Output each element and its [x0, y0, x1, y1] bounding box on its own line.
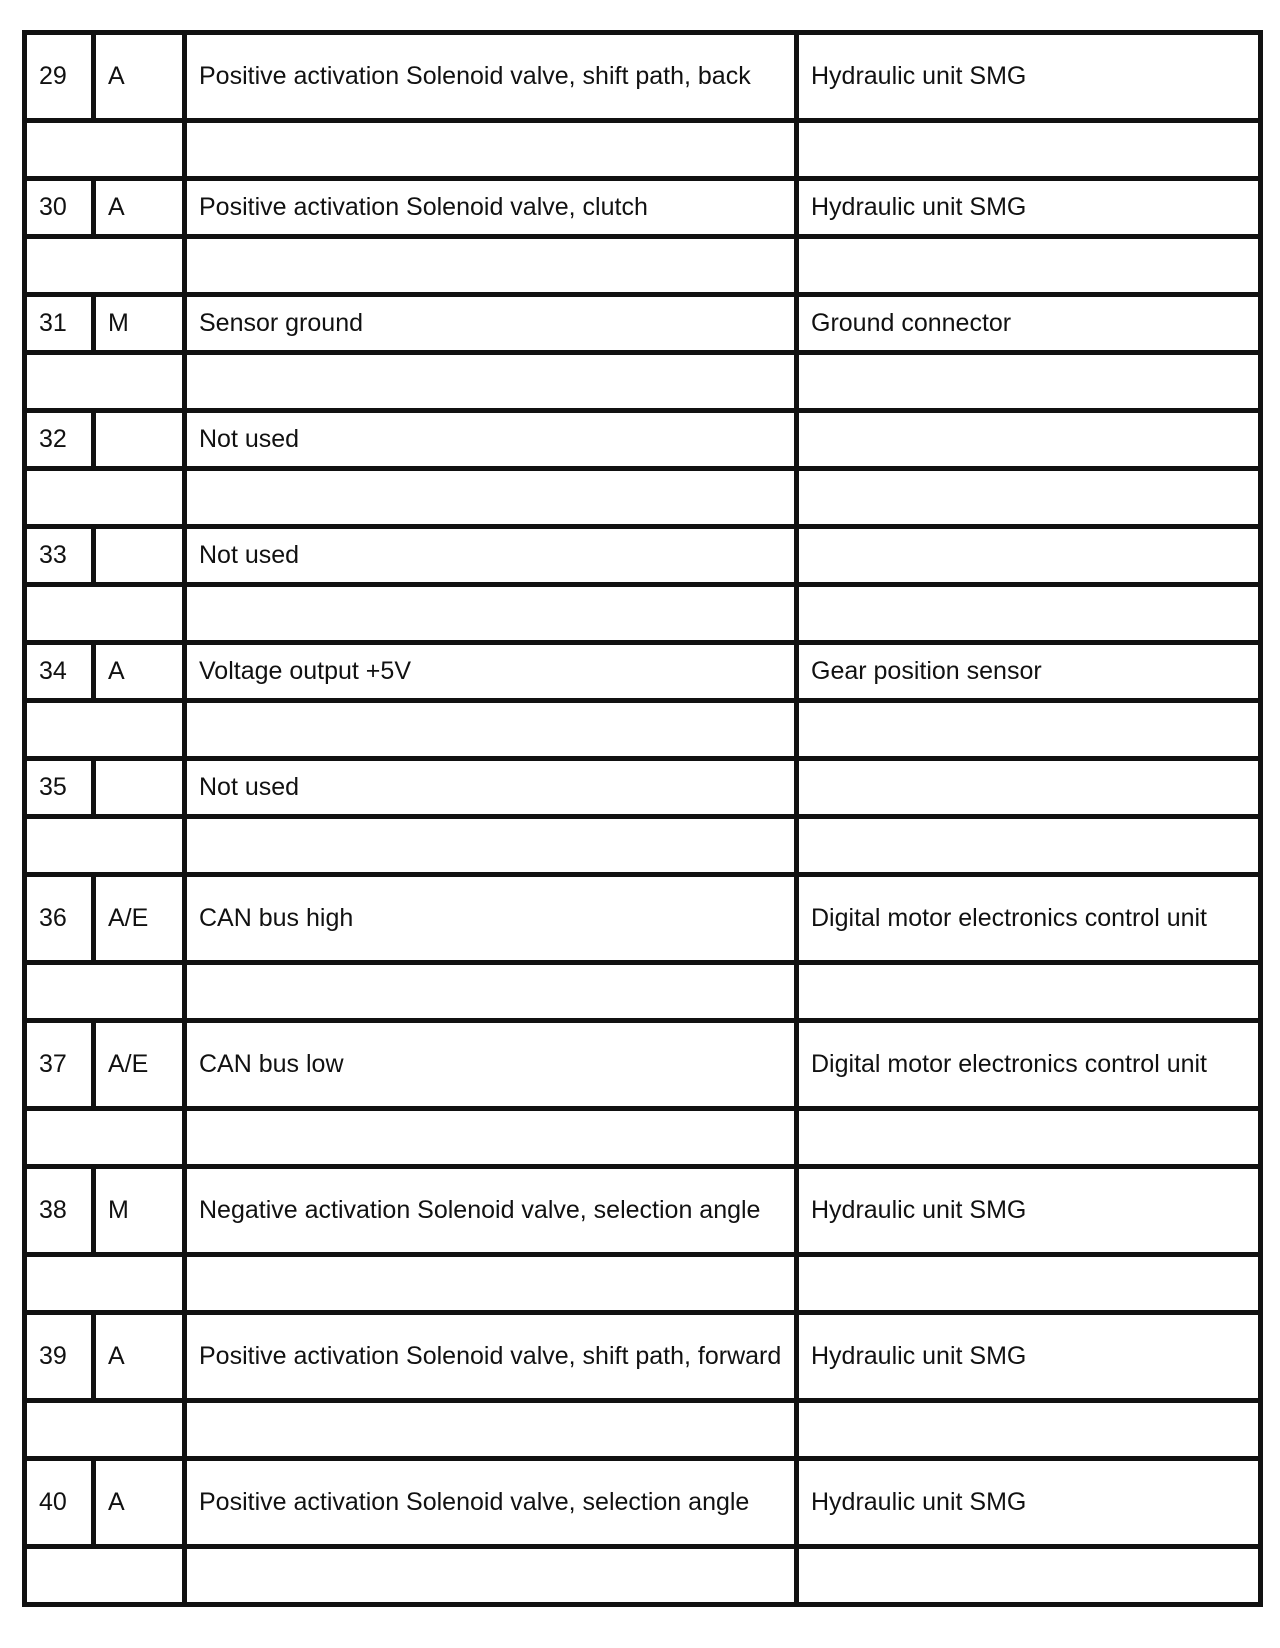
spacer-row — [25, 237, 1261, 295]
signal-type: A/E — [94, 875, 185, 963]
spacer-cell — [25, 817, 185, 875]
pin-description: Positive activation Solenoid valve, clutch — [185, 179, 797, 237]
connected-component: Digital motor electronics control unit — [797, 1021, 1261, 1109]
spacer-cell — [25, 469, 185, 527]
spacer-cell — [25, 701, 185, 759]
signal-type: M — [94, 1167, 185, 1255]
signal-type: A — [94, 179, 185, 237]
signal-type: A — [94, 1459, 185, 1547]
pin-number: 34 — [25, 643, 94, 701]
spacer-cell — [797, 237, 1261, 295]
spacer-cell — [185, 701, 797, 759]
signal-type — [94, 527, 185, 585]
connected-component: Hydraulic unit SMG — [797, 1313, 1261, 1401]
spacer-row — [25, 963, 1261, 1021]
pin-description: Positive activation Solenoid valve, shift path, forward — [185, 1313, 797, 1401]
pin-number: 38 — [25, 1167, 94, 1255]
spacer-cell — [185, 963, 797, 1021]
spacer-cell — [185, 1547, 797, 1605]
spacer-cell — [185, 121, 797, 179]
pin-number: 31 — [25, 295, 94, 353]
spacer-row — [25, 1401, 1261, 1459]
pin-number: 33 — [25, 527, 94, 585]
spacer-row — [25, 585, 1261, 643]
table-row — [25, 33, 1261, 121]
pin-number: 37 — [25, 1021, 94, 1109]
pin-number: 36 — [25, 875, 94, 963]
spacer-cell — [797, 353, 1261, 411]
spacer-cell — [25, 121, 185, 179]
spacer-cell — [185, 817, 797, 875]
pin-description: Voltage output +5V — [185, 643, 797, 701]
signal-type: A — [94, 643, 185, 701]
signal-type: A — [94, 1313, 185, 1401]
connected-component: Hydraulic unit SMG — [797, 1167, 1261, 1255]
connected-component — [797, 527, 1261, 585]
pin-description: Not used — [185, 759, 797, 817]
table-row — [25, 527, 1261, 585]
pin-description: Negative activation Solenoid valve, selection angle — [185, 1167, 797, 1255]
table-row — [25, 1459, 1261, 1547]
connected-component: Gear position sensor — [797, 643, 1261, 701]
pin-number: 32 — [25, 411, 94, 469]
connected-component: Hydraulic unit SMG — [797, 1459, 1261, 1547]
signal-type: A/E — [94, 1021, 185, 1109]
table-row — [25, 875, 1261, 963]
spacer-cell — [25, 1255, 185, 1313]
pin-number: 35 — [25, 759, 94, 817]
spacer-cell — [797, 121, 1261, 179]
spacer-cell — [25, 1547, 185, 1605]
spacer-cell — [25, 963, 185, 1021]
spacer-cell — [25, 237, 185, 295]
signal-type: A — [94, 33, 185, 121]
table-row — [25, 1313, 1261, 1401]
connected-component — [797, 411, 1261, 469]
signal-type: M — [94, 295, 185, 353]
connected-component — [797, 759, 1261, 817]
spacer-row — [25, 121, 1261, 179]
connected-component: Hydraulic unit SMG — [797, 33, 1261, 121]
spacer-cell — [797, 701, 1261, 759]
pin-number: 40 — [25, 1459, 94, 1547]
spacer-cell — [185, 469, 797, 527]
spacer-cell — [185, 353, 797, 411]
signal-type — [94, 759, 185, 817]
spacer-cell — [797, 1109, 1261, 1167]
pin-description: Positive activation Solenoid valve, selection angle — [185, 1459, 797, 1547]
table-row — [25, 295, 1261, 353]
pin-description: Not used — [185, 527, 797, 585]
pin-number: 39 — [25, 1313, 94, 1401]
spacer-cell — [185, 1255, 797, 1313]
pin-description: CAN bus low — [185, 1021, 797, 1109]
spacer-cell — [797, 585, 1261, 643]
spacer-cell — [185, 1401, 797, 1459]
spacer-cell — [185, 585, 797, 643]
spacer-row — [25, 1109, 1261, 1167]
connected-component: Ground connector — [797, 295, 1261, 353]
spacer-cell — [797, 963, 1261, 1021]
table-row — [25, 643, 1261, 701]
pin-description: CAN bus high — [185, 875, 797, 963]
table-row — [25, 759, 1261, 817]
pin-assignment-table — [22, 30, 1263, 1607]
spacer-row — [25, 817, 1261, 875]
pin-number: 29 — [25, 33, 94, 121]
spacer-row — [25, 701, 1261, 759]
signal-type — [94, 411, 185, 469]
spacer-cell — [797, 817, 1261, 875]
spacer-cell — [797, 1547, 1261, 1605]
spacer-cell — [25, 585, 185, 643]
spacer-cell — [25, 1109, 185, 1167]
table-row — [25, 179, 1261, 237]
spacer-row — [25, 1547, 1261, 1605]
spacer-cell — [185, 1109, 797, 1167]
pin-description: Not used — [185, 411, 797, 469]
connected-component: Digital motor electronics control unit — [797, 875, 1261, 963]
spacer-row — [25, 353, 1261, 411]
pin-number: 30 — [25, 179, 94, 237]
pin-description: Sensor ground — [185, 295, 797, 353]
spacer-cell — [25, 353, 185, 411]
table-row — [25, 411, 1261, 469]
spacer-cell — [797, 1401, 1261, 1459]
pin-description: Positive activation Solenoid valve, shift path, back — [185, 33, 797, 121]
connected-component: Hydraulic unit SMG — [797, 179, 1261, 237]
table-row — [25, 1021, 1261, 1109]
spacer-row — [25, 469, 1261, 527]
spacer-cell — [797, 1255, 1261, 1313]
table-row — [25, 1167, 1261, 1255]
spacer-cell — [185, 237, 797, 295]
spacer-cell — [25, 1401, 185, 1459]
spacer-row — [25, 1255, 1261, 1313]
spacer-cell — [797, 469, 1261, 527]
